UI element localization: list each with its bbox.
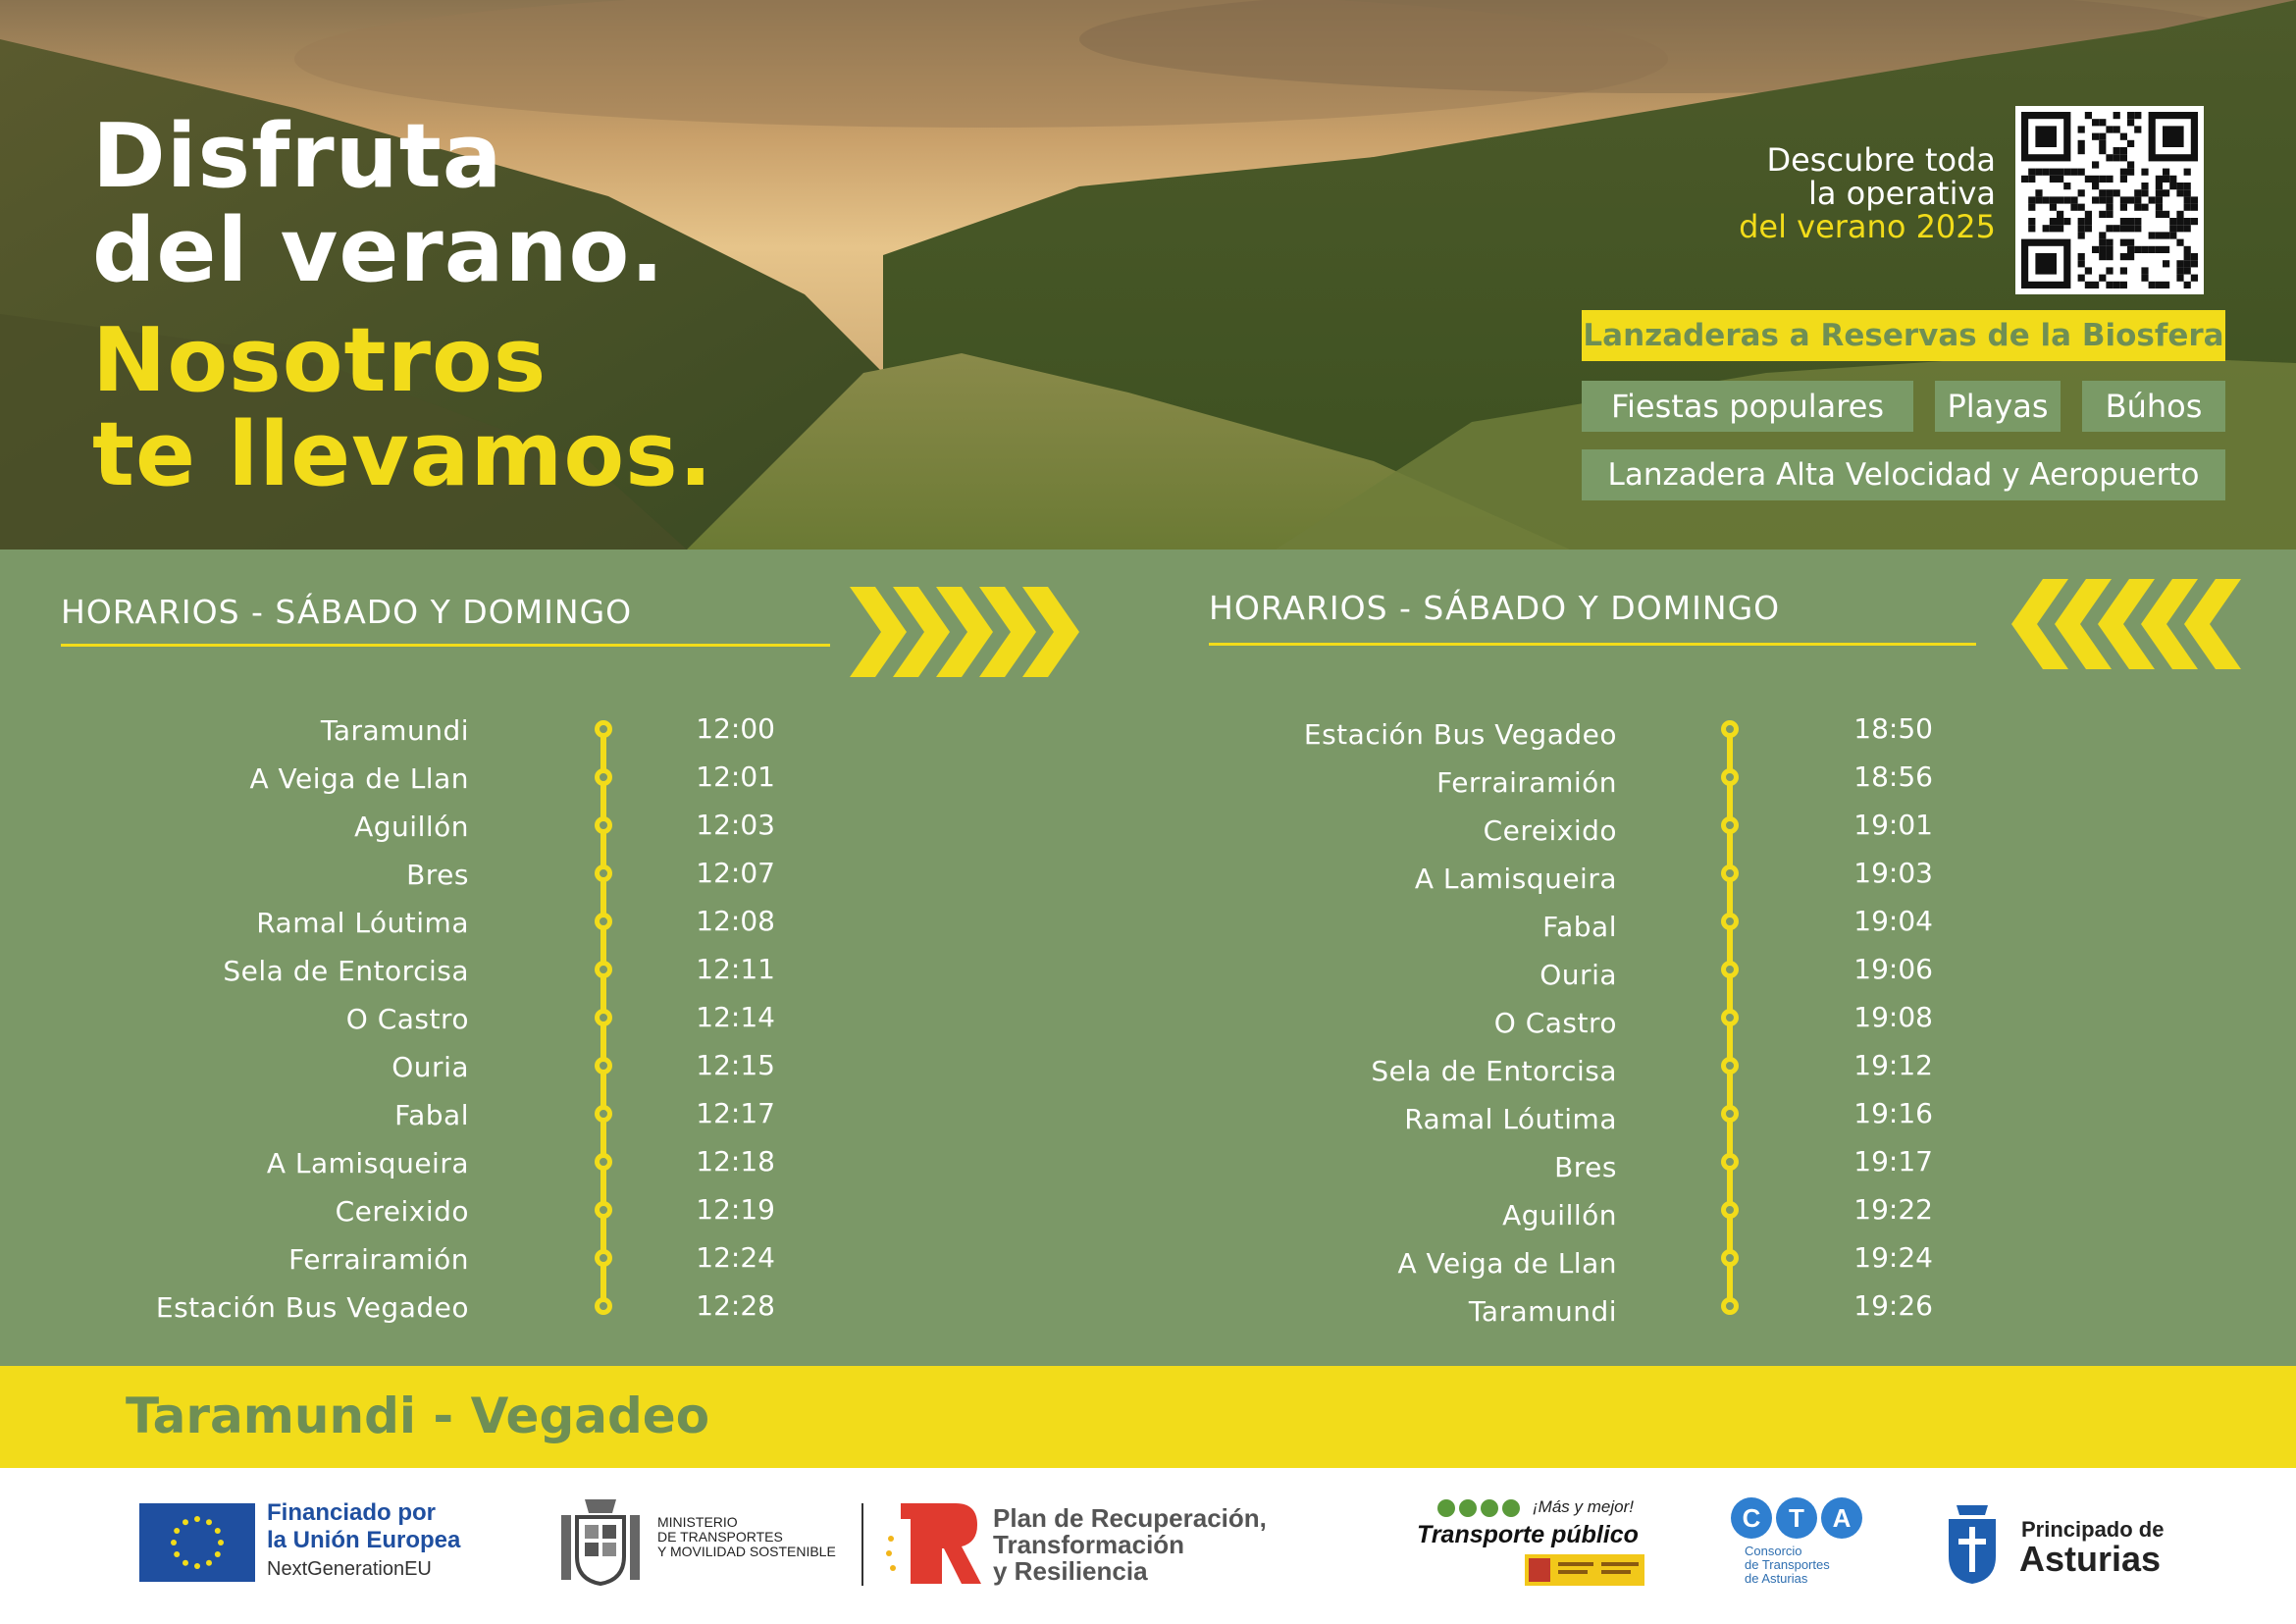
- stop-dot: [595, 1201, 612, 1219]
- tp-name: Transporte público: [1417, 1521, 1639, 1548]
- stop-name: Taramundi: [1468, 1295, 1617, 1328]
- eu-star: [183, 1519, 188, 1525]
- plan-line-3: y Resiliencia: [993, 1556, 1148, 1586]
- stop-time: 12:14: [696, 1001, 775, 1033]
- stop-time: 19:08: [1853, 1001, 1933, 1033]
- stop-name: Ramal Lóutima: [256, 907, 469, 939]
- stop-name: Cereixido: [1483, 814, 1617, 847]
- tag-biosfera[interactable]: Lanzaderas a Reservas de la Biosfera: [1582, 310, 2225, 361]
- stop-dot: [595, 913, 612, 930]
- eu-star: [215, 1551, 221, 1557]
- stop-time: 19:03: [1853, 857, 1933, 889]
- stop-time: 12:07: [696, 857, 775, 889]
- stop-dot: [595, 1297, 612, 1315]
- transport-mode-icons: [1436, 1497, 1527, 1519]
- chevrons-left-icon: [2009, 579, 2241, 669]
- qr-code[interactable]: [2015, 106, 2204, 294]
- stop-name: Estación Bus Vegadeo: [1303, 718, 1617, 751]
- stop-name: Fabal: [1542, 911, 1617, 943]
- stop-time: 19:26: [1853, 1289, 1933, 1322]
- stop-time: 19:17: [1853, 1145, 1933, 1178]
- cta-letter-circle: A: [1821, 1497, 1862, 1539]
- qr-promo-line-1: Descubre toda: [1766, 141, 1996, 179]
- ministerio-line-1: MINISTERIO: [657, 1514, 738, 1530]
- cta-line-3: de Asturias: [1745, 1571, 1808, 1586]
- route-bar: [0, 1366, 2296, 1468]
- stop-time: 12:17: [696, 1097, 775, 1129]
- stop-dot: [595, 1105, 612, 1123]
- eu-star: [194, 1563, 200, 1569]
- eu-flag-icon: [139, 1503, 255, 1582]
- headline-line-3: Nosotros: [92, 309, 548, 412]
- stop-name: Sela de Entorcisa: [1371, 1055, 1617, 1087]
- stop-dot: [595, 1153, 612, 1171]
- stop-time: 18:50: [1853, 712, 1933, 745]
- stop-time: 12:11: [696, 953, 775, 985]
- stop-time: 12:15: [696, 1049, 775, 1081]
- stop-time: 19:06: [1853, 953, 1933, 985]
- pa-line-1: Principado de: [2021, 1517, 2165, 1542]
- eu-star: [183, 1560, 188, 1566]
- sponsor-logos-bar: [0, 1468, 2296, 1624]
- stop-time: 12:01: [696, 760, 775, 793]
- logo-divider: [861, 1503, 863, 1586]
- plan-recuperacion-tr-icon: [881, 1499, 981, 1588]
- stop-name: A Veiga de Llan: [1397, 1247, 1617, 1280]
- plan-line-2: Transformación: [993, 1530, 1185, 1559]
- stop-dot: [1721, 768, 1739, 786]
- stop-dot: [1721, 1249, 1739, 1267]
- tp-slogan: ¡Más y mejor!: [1533, 1497, 1634, 1516]
- cta-line-2: de Transportes: [1745, 1557, 1830, 1572]
- stop-name: Ferrairamión: [1436, 766, 1617, 799]
- headline-line-4: te llevamos.: [92, 403, 713, 506]
- stop-name: Taramundi: [320, 714, 469, 747]
- tag-lanzadera[interactable]: Lanzadera Alta Velocidad y Aeropuerto: [1582, 449, 2225, 500]
- stop-name: Aguillón: [1502, 1199, 1617, 1231]
- stop-name: Bres: [406, 859, 469, 891]
- stop-dot: [1721, 913, 1739, 930]
- stop-name: O Castro: [1493, 1007, 1617, 1039]
- pa-line-2: Asturias: [2019, 1539, 2162, 1579]
- stop-time: 12:24: [696, 1241, 775, 1274]
- ministerio-line-3: Y MOVILIDAD SOSTENIBLE: [657, 1544, 836, 1559]
- qr-promo-text: [1739, 143, 1996, 243]
- eu-star: [218, 1540, 224, 1545]
- stop-dot: [595, 768, 612, 786]
- cta-letter-circle: T: [1776, 1497, 1817, 1539]
- stop-time: 19:16: [1853, 1097, 1933, 1129]
- eu-line-1: Financiado por: [267, 1499, 437, 1526]
- stop-name: A Veiga de Llan: [249, 762, 469, 795]
- stop-dot: [1721, 864, 1739, 882]
- qr-promo-line-3: del verano 2025: [1739, 208, 1996, 245]
- cta-line-1: Consorcio: [1745, 1544, 1802, 1558]
- stop-time: 19:04: [1853, 905, 1933, 937]
- route-name: Taramundi - Vegadeo: [126, 1388, 710, 1444]
- stop-dot: [1721, 961, 1739, 978]
- return-title-underline: [1209, 643, 1976, 646]
- stop-name: Ramal Lóutima: [1404, 1103, 1617, 1135]
- stop-name: Estación Bus Vegadeo: [155, 1291, 469, 1324]
- stop-name: Aguillón: [354, 811, 469, 843]
- tag-playas[interactable]: Playas: [1935, 381, 2061, 432]
- stop-dot: [595, 864, 612, 882]
- stop-time: 19:01: [1853, 809, 1933, 841]
- qr-code-image: [2021, 112, 2198, 288]
- headline-line-2: del verano.: [92, 199, 665, 302]
- ministerio-line-2: DE TRANSPORTES: [657, 1529, 783, 1545]
- cta-logo: [1731, 1497, 1864, 1539]
- outbound-title: HORARIOS - SÁBADO Y DOMINGO: [61, 593, 633, 631]
- stop-time: 12:00: [696, 712, 775, 745]
- eu-star: [194, 1516, 200, 1522]
- stop-dot: [1721, 1153, 1739, 1171]
- stop-dot: [595, 961, 612, 978]
- tag-buhos[interactable]: Búhos: [2082, 381, 2225, 432]
- stop-dot: [1721, 816, 1739, 834]
- stop-dot: [1721, 1201, 1739, 1219]
- eu-line-2: la Unión Europea: [267, 1527, 461, 1553]
- eu-star: [174, 1528, 180, 1534]
- asturias-shield-icon: [1945, 1499, 2000, 1586]
- stop-time: 19:12: [1853, 1049, 1933, 1081]
- schedule-panel: [0, 550, 2296, 1366]
- stop-name: A Lamisqueira: [266, 1147, 469, 1179]
- stop-dot: [595, 816, 612, 834]
- eu-star: [171, 1540, 177, 1545]
- tag-fiestas[interactable]: Fiestas populares: [1582, 381, 1913, 432]
- eu-star: [206, 1560, 212, 1566]
- stop-name: Ouria: [1539, 959, 1617, 991]
- stop-name: Bres: [1554, 1151, 1617, 1183]
- eu-star: [174, 1551, 180, 1557]
- return-title: HORARIOS - SÁBADO Y DOMINGO: [1209, 589, 1781, 627]
- stop-time: 12:08: [696, 905, 775, 937]
- stop-time: 12:28: [696, 1289, 775, 1322]
- stop-name: Ouria: [391, 1051, 469, 1083]
- outbound-title-underline: [61, 644, 830, 647]
- stop-time: 19:24: [1853, 1241, 1933, 1274]
- stop-dot: [1721, 1105, 1739, 1123]
- stop-time: 12:18: [696, 1145, 775, 1178]
- stop-time: 18:56: [1853, 760, 1933, 793]
- stop-dot: [1721, 1057, 1739, 1074]
- stop-name: Ferrairamión: [288, 1243, 469, 1276]
- gobierno-espana-stamp-icon: [1525, 1554, 1644, 1586]
- cta-letter-circle: C: [1731, 1497, 1772, 1539]
- hero-banner: [0, 0, 2296, 550]
- stop-name: O Castro: [345, 1003, 469, 1035]
- stop-dot: [595, 1057, 612, 1074]
- chevrons-right-icon: [850, 587, 1081, 677]
- stop-dot: [1721, 1009, 1739, 1026]
- qr-promo-line-2: la operativa: [1808, 175, 1996, 212]
- stop-name: Sela de Entorcisa: [223, 955, 469, 987]
- plan-line-1: Plan de Recuperación,: [993, 1503, 1267, 1533]
- stop-dot: [595, 1009, 612, 1026]
- stop-dot: [1721, 1297, 1739, 1315]
- stop-time: 12:19: [696, 1193, 775, 1226]
- stop-time: 19:22: [1853, 1193, 1933, 1226]
- stop-dot: [595, 1249, 612, 1267]
- eu-star: [215, 1528, 221, 1534]
- stop-name: Fabal: [394, 1099, 469, 1131]
- stop-dot: [595, 720, 612, 738]
- spain-coat-of-arms-icon: [555, 1495, 646, 1588]
- headline-line-1: Disfruta: [92, 105, 503, 208]
- stop-dot: [1721, 720, 1739, 738]
- stop-name: Cereixido: [335, 1195, 469, 1228]
- eu-star: [206, 1519, 212, 1525]
- eu-line-3: NextGenerationEU: [267, 1558, 432, 1580]
- stop-name: A Lamisqueira: [1414, 863, 1617, 895]
- headline: [92, 105, 713, 506]
- stop-time: 12:03: [696, 809, 775, 841]
